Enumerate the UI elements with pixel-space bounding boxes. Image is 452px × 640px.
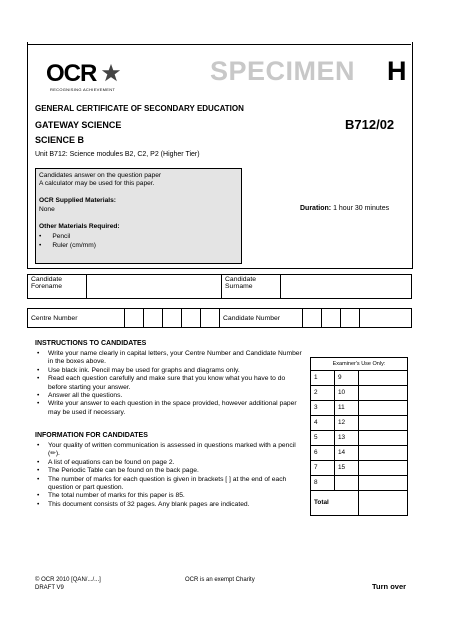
table-row: 1 9 bbox=[311, 371, 407, 386]
ocr-logo bbox=[46, 60, 136, 100]
list-item: • Read each question carefully and make sure that you know what you have to do before starting your answer. bbox=[35, 375, 303, 392]
surname-label: Candidate Surname bbox=[222, 275, 281, 299]
centre-number-label: Centre Number bbox=[28, 309, 125, 328]
total-box[interactable] bbox=[359, 491, 407, 515]
unit-description: Unit B712: Science modules B2, C2, P2 (Higher Tier) bbox=[35, 151, 200, 158]
materials-box bbox=[35, 168, 242, 264]
forename-label: Candidate Forename bbox=[28, 275, 87, 299]
candidate-name-table bbox=[27, 274, 412, 299]
instructions-section bbox=[35, 340, 303, 417]
candidate-number-label: Candidate Number bbox=[220, 309, 303, 328]
surname-field[interactable] bbox=[281, 275, 412, 299]
information-section bbox=[35, 432, 303, 509]
list-item: • The total number of marks for this paper is 85. bbox=[35, 492, 303, 500]
list-item: • Your quality of written communication is assessed in questions marked with a pencil (✏). bbox=[35, 442, 303, 459]
centre-digit-box[interactable] bbox=[201, 309, 220, 328]
turn-over: Turn over bbox=[372, 582, 407, 591]
subject-title: GATEWAY SCIENCE bbox=[35, 120, 122, 130]
draft-label: DRAFT V9 bbox=[35, 585, 64, 591]
candidate-digit-box[interactable] bbox=[303, 309, 322, 328]
other-heading: Other Materials Required: bbox=[39, 223, 120, 230]
centre-digit-box[interactable] bbox=[125, 309, 144, 328]
supplied-value: None bbox=[39, 206, 55, 213]
mark-box[interactable] bbox=[359, 476, 407, 490]
table-row: 5 13 bbox=[311, 431, 407, 446]
list-item: • Write your answer to each question in the space provided, however additional paper may be used if necessary. bbox=[35, 400, 303, 417]
mark-box[interactable] bbox=[359, 431, 407, 445]
centre-digit-box[interactable] bbox=[182, 309, 201, 328]
duration: Duration: 1 hour 30 minutes bbox=[300, 205, 390, 212]
specimen-watermark: SPECIMEN bbox=[210, 56, 356, 86]
mark-box[interactable] bbox=[359, 386, 407, 400]
subject-subtitle: SCIENCE B bbox=[35, 135, 85, 145]
mark-box[interactable] bbox=[359, 446, 407, 460]
mark-box[interactable] bbox=[359, 461, 407, 475]
candidate-digit-box[interactable] bbox=[322, 309, 341, 328]
examiner-use-table bbox=[310, 357, 408, 516]
materials-line: Candidates answer on the question paper bbox=[39, 172, 162, 179]
list-item: • Pencil bbox=[39, 233, 71, 240]
charity-note: OCR is an exempt Charity bbox=[185, 577, 255, 583]
list-item: • The number of marks for each question is given in brackets [ ] at the end of each question or part question. bbox=[35, 476, 303, 493]
star-icon bbox=[100, 62, 122, 84]
mark-box[interactable] bbox=[359, 371, 407, 385]
total-row bbox=[311, 491, 407, 515]
list-item: • Use black ink. Pencil may be used for graphs and diagrams only. bbox=[35, 367, 303, 375]
list-item: • The Periodic Table can be found on the back page. bbox=[35, 467, 303, 475]
candidate-digit-box[interactable] bbox=[360, 309, 412, 328]
instructions-heading: INSTRUCTIONS TO CANDIDATES bbox=[35, 340, 147, 347]
copyright: © OCR 2010 [QAN/.../...] bbox=[35, 577, 101, 583]
logo-text: OCR bbox=[46, 60, 97, 87]
logo-tagline: RECOGNISING ACHIEVEMENT bbox=[50, 87, 116, 92]
mark-box[interactable] bbox=[359, 401, 407, 415]
supplied-heading: OCR Supplied Materials: bbox=[39, 197, 116, 204]
forename-field[interactable] bbox=[87, 275, 222, 299]
table-row: 7 15 bbox=[311, 461, 407, 476]
total-label: Total bbox=[311, 491, 359, 515]
candidate-number-table bbox=[27, 308, 412, 328]
table-row: 2 10 bbox=[311, 386, 407, 401]
table-row: 8 bbox=[311, 476, 407, 491]
table-row: 4 12 bbox=[311, 416, 407, 431]
list-item: • Answer all the questions. bbox=[35, 392, 303, 400]
tier-letter: H bbox=[387, 56, 407, 86]
table-row: 3 11 bbox=[311, 401, 407, 416]
centre-digit-box[interactable] bbox=[163, 309, 182, 328]
list-item: • A list of equations can be found on page 2. bbox=[35, 459, 303, 467]
list-item: • Ruler (cm/mm) bbox=[39, 242, 96, 249]
examiner-heading: Examiner's Use Only: bbox=[311, 358, 407, 371]
information-heading: INFORMATION FOR CANDIDATES bbox=[35, 432, 148, 439]
centre-digit-box[interactable] bbox=[144, 309, 163, 328]
paper-code: B712/02 bbox=[345, 117, 395, 132]
mark-box[interactable] bbox=[359, 416, 407, 430]
candidate-digit-box[interactable] bbox=[341, 309, 360, 328]
qualification-title: GENERAL CERTIFICATE OF SECONDARY EDUCATION bbox=[35, 104, 244, 113]
materials-line: A calculator may be used for this paper. bbox=[39, 180, 155, 187]
list-item: • This document consists of 32 pages. Any blank pages are indicated. bbox=[35, 501, 303, 509]
list-item: • Write your name clearly in capital letters, your Centre Number and Candidate Number in the boxes above. bbox=[35, 350, 303, 367]
table-row: 6 14 bbox=[311, 446, 407, 461]
